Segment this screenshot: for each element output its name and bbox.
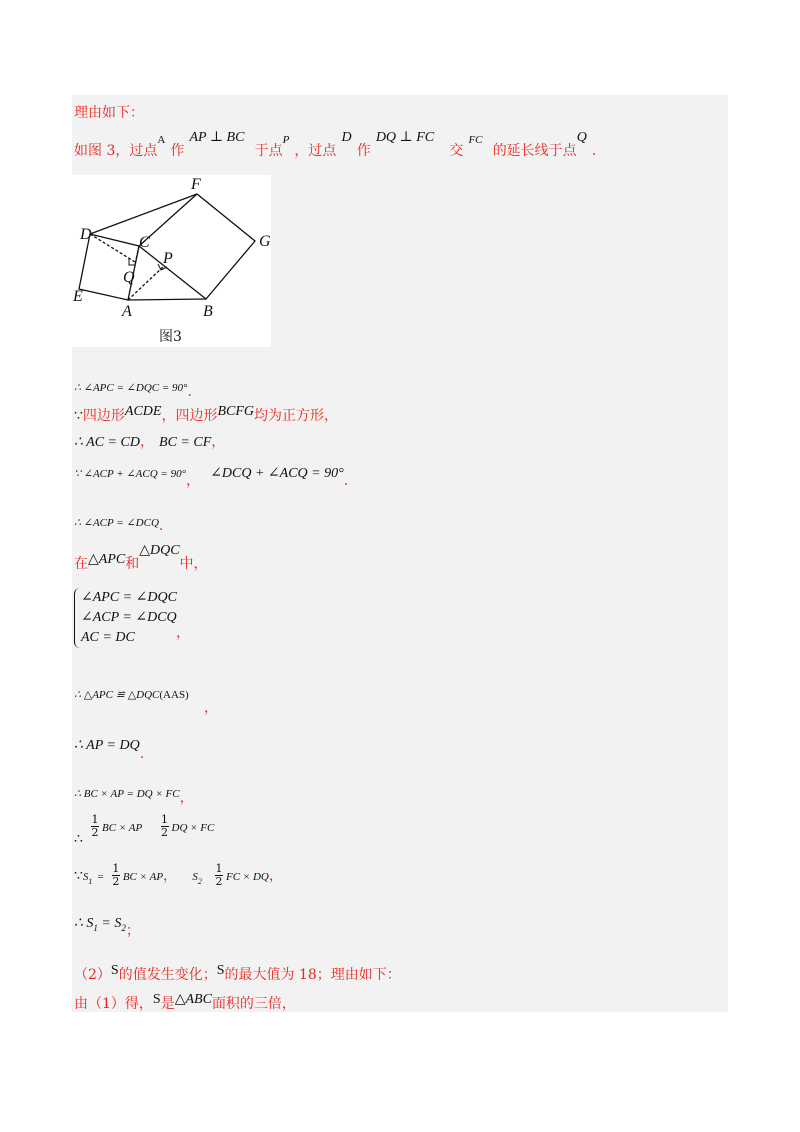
congruent-comma: ， (204, 700, 218, 716)
part-two-reason: 由（1）得，S是△ABC面积的三倍， (74, 992, 296, 1012)
part-two-heading: （2）S的值发生变化；S的最大值为 18；理由如下： (74, 963, 401, 983)
condition-2: ∠ACP = ∠DCQ (81, 610, 177, 625)
step-areas: $\because S_1$ = $\frac{1}{2}$ BC × AP， $S_2$ $\frac{1}{2}$ FC × DQ， (74, 862, 283, 888)
system-comma: ， (176, 625, 190, 641)
label-b: B (203, 303, 213, 320)
construction-line: 如图 3，过点$^A$ 作 AP ⊥ BC 于点$^P$ ，过点 D 作 DQ ⊥ FC 交 $^{FC}$ 的延长线于点Q . (74, 130, 597, 159)
condition-system (74, 588, 177, 648)
step-products: ∴ BC × AP = DQ × FC， (74, 788, 194, 806)
label-d: D (80, 226, 92, 243)
step-triangles: 在△APC和△DQC中， (74, 543, 208, 572)
condition-1: ∠APC = ∠DQC (81, 590, 177, 605)
step-squares: ∵四边形ACDE，四边形BCFG均为正方形， (74, 404, 339, 424)
label-p: P (163, 250, 173, 267)
figure-3 (72, 175, 271, 347)
dashed-dq (90, 234, 135, 262)
label-e: E (73, 288, 83, 305)
label-c: C (139, 234, 150, 251)
label-g: G (259, 233, 271, 250)
side-ab (128, 299, 206, 300)
step-conclusion: ∴ $S_1 = S_2$； (74, 916, 140, 939)
condition-3: AC = DC (81, 630, 135, 645)
step-ap-dq: ∴ AP = DQ. (74, 738, 145, 762)
step-congruent: ∴ △APC ≌ △DQC(AAS) (74, 689, 189, 701)
label-a: A (122, 303, 132, 320)
label-q: Q (123, 269, 135, 286)
label-f: F (191, 176, 201, 193)
line-df (90, 194, 197, 234)
figure-caption: 图3 (159, 329, 182, 345)
step-equal-angles: ∴ ∠ACP = ∠DCQ. (74, 517, 164, 534)
geometry-diagram (72, 175, 271, 347)
step-equal-sides: ∴ AC = CD， BC = CF， (74, 434, 226, 450)
step-right-angles: ∴ ∠APC = ∠DQC = 90°. (74, 382, 192, 400)
step-half-products: ∴ $\frac{1}{2}$ BC × AP $\frac{1}{2}$ DQ × FC (74, 813, 215, 847)
step-complementary: ∵ ∠ACP + ∠ACQ = 90°， ∠DCQ + ∠ACQ = 90°. (74, 466, 349, 489)
square-acde (79, 234, 139, 300)
reason-heading: 理由如下： (74, 105, 144, 121)
